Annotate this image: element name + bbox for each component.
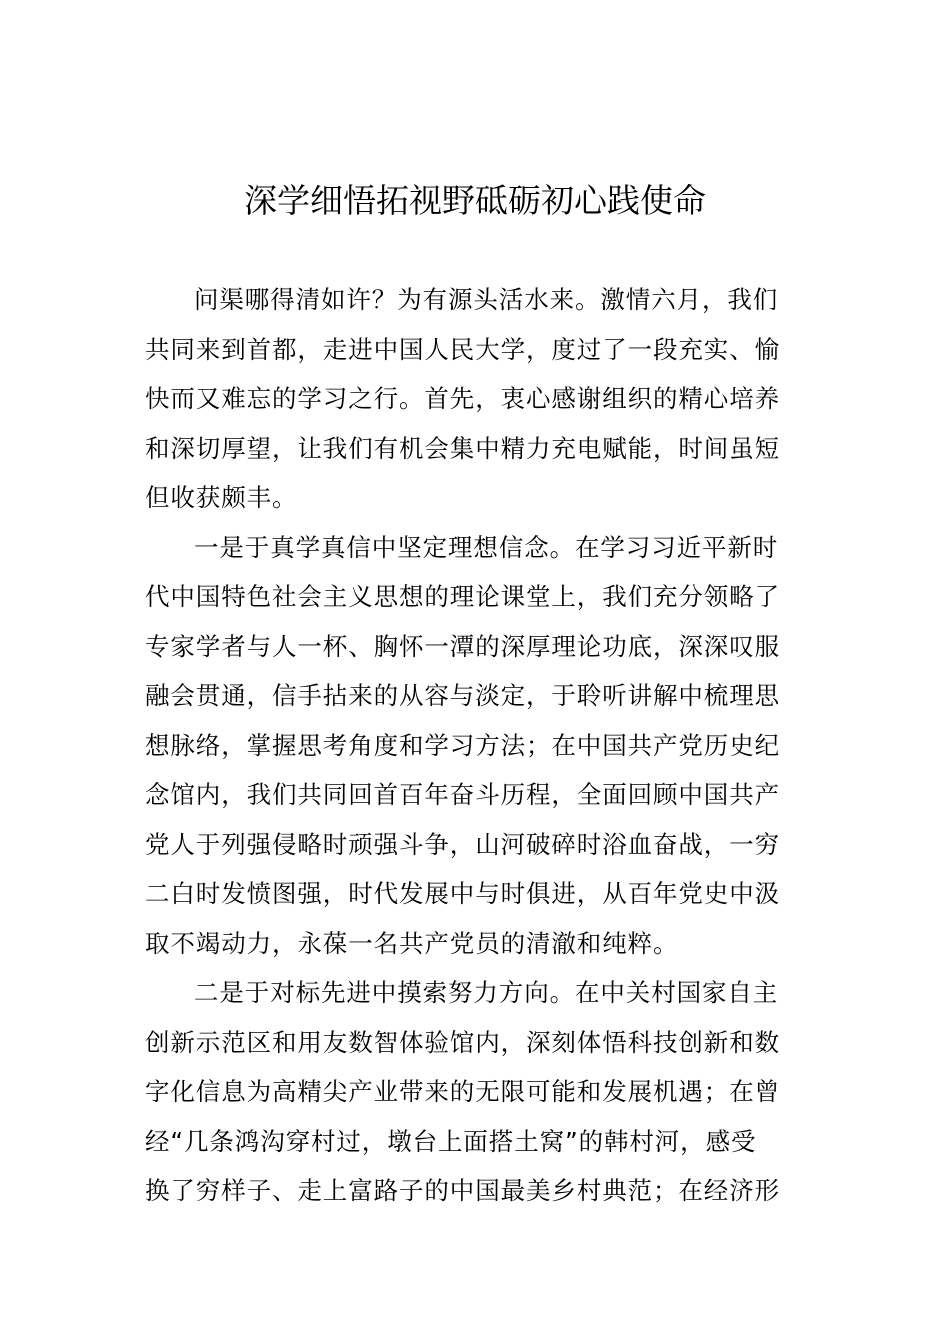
paragraph-2-line-2: 代中国特色社会主义思想的理论课堂上，我们充分领略了 <box>145 582 780 611</box>
paragraph-2-line-5: 想脉络，掌握思考角度和学习方法；在中国共产党历史纪 <box>145 730 780 760</box>
paragraph-1-line-3: 快而又难忘的学习之行。首先，衷心感谢组织的精心培养 <box>145 384 780 413</box>
document-title: 深学细悟拓视野砥砺初心践使命 <box>244 181 706 220</box>
document-body <box>145 275 813 1216</box>
paragraph-3-line-3: 字化信息为高精尖产业带来的无限可能和发展机遇；在曾 <box>145 1077 780 1106</box>
paragraph-3-line-1: 二是于对标先进中摸索努力方向。在中关村国家自主 <box>194 978 779 1007</box>
paragraph-2-line-4: 融会贯通，信手拈来的从容与淡定，于聆听讲解中梳理思 <box>145 681 780 710</box>
paragraph-2-line-1: 一是于真学真信中坚定理想信念。在学习习近平新时 <box>194 532 779 562</box>
paragraph-3-line-4: 经“几条鸿沟穿村过，墩台上面搭土窝”的韩村河，感受 <box>145 1126 757 1156</box>
paragraph-1-line-5: 但收获颇丰。 <box>145 483 298 512</box>
paragraph-1-line-1: 问渠哪得清如许？为有源头活水来。激情六月，我们 <box>194 285 779 314</box>
paragraph-3-line-5: 换了穷样子、走上富路子的中国最美乡村典范；在经济形 <box>145 1176 780 1205</box>
paragraph-2-line-8: 二白时发愤图强，时代发展中与时俱进，从百年党史中汲 <box>145 879 780 908</box>
paragraph-2-line-9: 取不竭动力，永葆一名共产党员的清澈和纯粹。 <box>145 928 679 958</box>
paragraph-1-line-2: 共同来到首都，走进中国人民大学，度过了一段充实、愉 <box>145 334 780 364</box>
paragraph-2-line-6: 念馆内，我们共同回首百年奋斗历程，全面回顾中国共产 <box>145 780 780 809</box>
paragraph-2-line-3: 专家学者与人一杯、胸怀一潭的深厚理论功底，深深叹服 <box>145 631 780 661</box>
paragraph-1-line-4: 和深切厚望，让我们有机会集中精力充电赋能，时间虽短 <box>145 433 780 463</box>
paragraph-2-line-7: 党人于列强侵略时顽强斗争，山河破碎时浴血奋战，一穷 <box>145 829 780 859</box>
paragraph-3-line-2: 创新示范区和用友数智体验馆内，深刻体悟科技创新和数 <box>145 1027 780 1057</box>
